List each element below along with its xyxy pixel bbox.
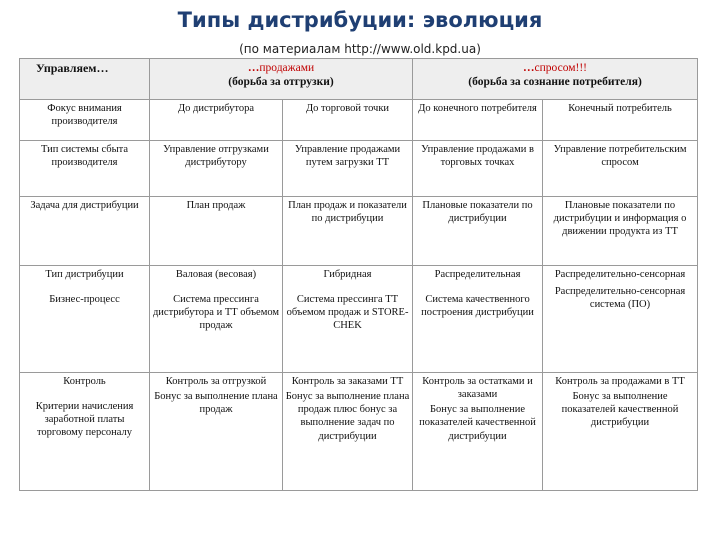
header-group-demand-sub: (борьба за сознание потребителя) <box>468 76 642 89</box>
table-cell: Бонус за выполнение плана продаж плюс бонус за выполнение задач по дистрибуции <box>285 391 410 442</box>
table-cell: Плановые показатели по дистрибуции и информация о движении продукта из ТТ <box>543 197 698 266</box>
header-group-sales-accent: продажами <box>259 62 315 74</box>
table-cell: Контроль за заказами ТТ <box>291 376 404 387</box>
table-cell: Валовая (весовая) <box>175 269 257 280</box>
table-cell-pair <box>543 266 698 373</box>
table-cell: Конечный потребитель <box>543 100 698 141</box>
header-group-sales-sub: (борьба за отгрузки) <box>228 76 334 89</box>
table-row <box>20 373 698 491</box>
table-cell-pair <box>150 373 283 491</box>
row-label: Фокус внимания производителя <box>20 100 150 141</box>
table-cell: Распределительная <box>434 269 521 280</box>
row-label: Критерии начисления заработной платы торговому персоналу <box>35 401 134 439</box>
table-cell: Распределительно-сенсорная система (ПО) <box>554 286 686 311</box>
table-row <box>20 197 698 266</box>
table-cell: До торговой точки <box>283 100 413 141</box>
table-cell: Гибридная <box>323 269 372 280</box>
row-label: Бизнес-процесс <box>49 294 120 306</box>
header-group-sales <box>150 59 413 100</box>
table-cell: До конечного потребителя <box>413 100 543 141</box>
page-subtitle: (по материалам http://www.old.kpd.ua) <box>239 42 481 56</box>
table-cell: Управление отгрузками дистрибутору <box>150 141 283 197</box>
table-cell: Распределительно-сенсорная <box>554 269 686 280</box>
table-cell: Система прессинга ТТ объемом продаж и STORE-CHEK <box>286 294 409 332</box>
header-group-demand-prefix: … <box>523 62 535 74</box>
header-group-sales-prefix: … <box>247 62 260 74</box>
table-cell-pair <box>413 266 543 373</box>
table-header-row <box>20 59 698 100</box>
row-label: Задача для дистрибуции <box>20 197 150 266</box>
table-cell: План продаж и показатели по дистрибуции <box>283 197 413 266</box>
table-cell: До дистрибутора <box>150 100 283 141</box>
header-manage: Управляем… <box>20 59 150 100</box>
table-cell: Система качественного построения дистрибуции <box>421 294 534 319</box>
table-cell: План продаж <box>150 197 283 266</box>
table-cell-pair <box>283 266 413 373</box>
table-cell-pair <box>283 373 413 491</box>
table-cell: Контроль за отгрузкой <box>165 376 267 387</box>
table-cell: Бонус за выполнение показателей качественной дистрибуции <box>561 391 679 429</box>
table-row <box>20 100 698 141</box>
table-cell: Управление продажами в торговых точках <box>413 141 543 197</box>
table-cell: Плановые показатели по дистрибуции <box>413 197 543 266</box>
distribution-table <box>19 58 698 491</box>
table-cell-pair <box>150 266 283 373</box>
table-cell-pair <box>413 373 543 491</box>
header-group-demand-accent: спросом!!! <box>534 62 587 74</box>
row-label-pair <box>20 266 150 373</box>
table-cell: Бонус за выполнение показателей качественной дистрибуции <box>419 404 536 442</box>
table-cell: Управление потребительским спросом <box>543 141 698 197</box>
table-cell: Бонус за выполнение плана продаж <box>154 391 278 416</box>
table-row <box>20 141 698 197</box>
table-row <box>20 266 698 373</box>
table-cell-pair <box>543 373 698 491</box>
table-cell: Управление продажами путем загрузки ТТ <box>283 141 413 197</box>
table-cell: Контроль за продажами в ТТ <box>555 376 685 387</box>
row-label-pair <box>20 373 150 491</box>
page-title: Типы дистрибуции: эволюция <box>177 8 543 32</box>
header-group-demand <box>413 59 698 100</box>
row-label: Контроль <box>63 376 106 387</box>
row-label: Тип системы сбыта производителя <box>20 141 150 197</box>
table-cell: Система прессинга дистрибутора и ТТ объемом продаж <box>152 294 280 332</box>
table-cell: Контроль за остатками и заказами <box>422 376 533 401</box>
row-label: Тип дистрибуции <box>45 269 124 280</box>
